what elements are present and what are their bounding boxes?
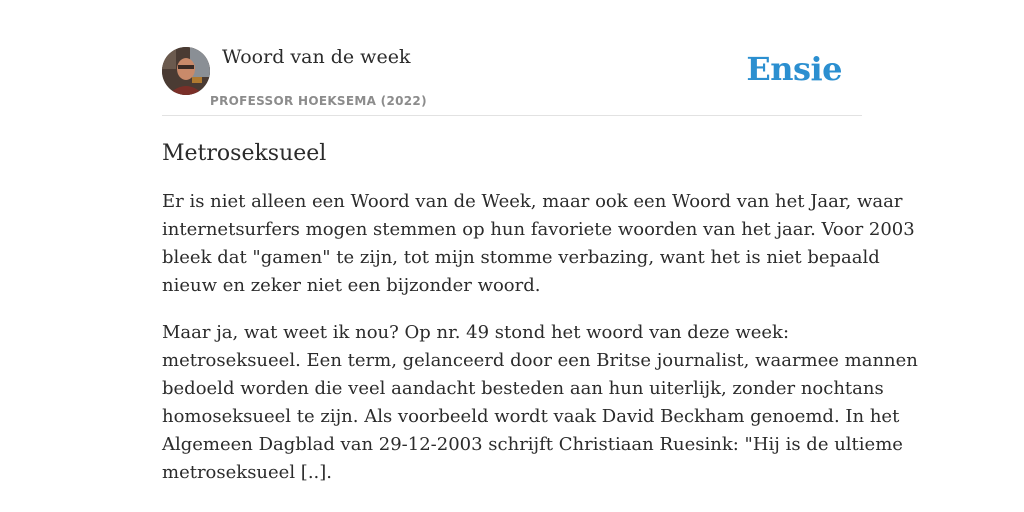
article-paragraph-1 [162, 188, 915, 300]
paragraph-line: metroseksueel. Een term, gelanceerd door een Britse journalist, waarmee mannen [162, 350, 918, 371]
author-avatar[interactable] [162, 47, 210, 95]
paragraph-line: Er is niet alleen een Woord van de Week, maar ook een Woord van het Jaar, waar [162, 191, 903, 212]
author-name[interactable]: PROFESSOR HOEKSEMA (2022) [210, 94, 427, 108]
article-title: Metroseksueel [162, 141, 327, 166]
paragraph-line: homoseksueel te zijn. Als voorbeeld wordt vaak David Beckham genoemd. In het [162, 406, 900, 427]
paragraph-line: bedoeld worden die veel aandacht besteden aan hun uiterlijk, zonder nochtans [162, 378, 884, 399]
paragraph-line: nieuw en zeker niet een bijzonder woord. [162, 275, 541, 296]
paragraph-line: Algemeen Dagblad van 29-12-2003 schrijft Christiaan Ruesink: "Hij is de ultieme [162, 434, 903, 455]
paragraph-line: Maar ja, wat weet ik nou? Op nr. 49 stond het woord van deze week: [162, 322, 790, 343]
series-title[interactable]: Woord van de week [222, 46, 411, 68]
article-card [162, 40, 918, 487]
article-paragraph-2 [162, 319, 918, 487]
brand-logo[interactable]: Ensie [746, 50, 842, 88]
paragraph-line: metroseksueel [..]. [162, 462, 333, 483]
paragraph-line: bleek dat "gamen" te zijn, tot mijn stomme verbazing, want het is niet bepaald [162, 247, 880, 268]
paragraph-line: internetsurfers mogen stemmen op hun favoriete woorden van het jaar. Voor 2003 [162, 219, 915, 240]
avatar-photo [162, 47, 210, 95]
article-header [162, 40, 862, 116]
